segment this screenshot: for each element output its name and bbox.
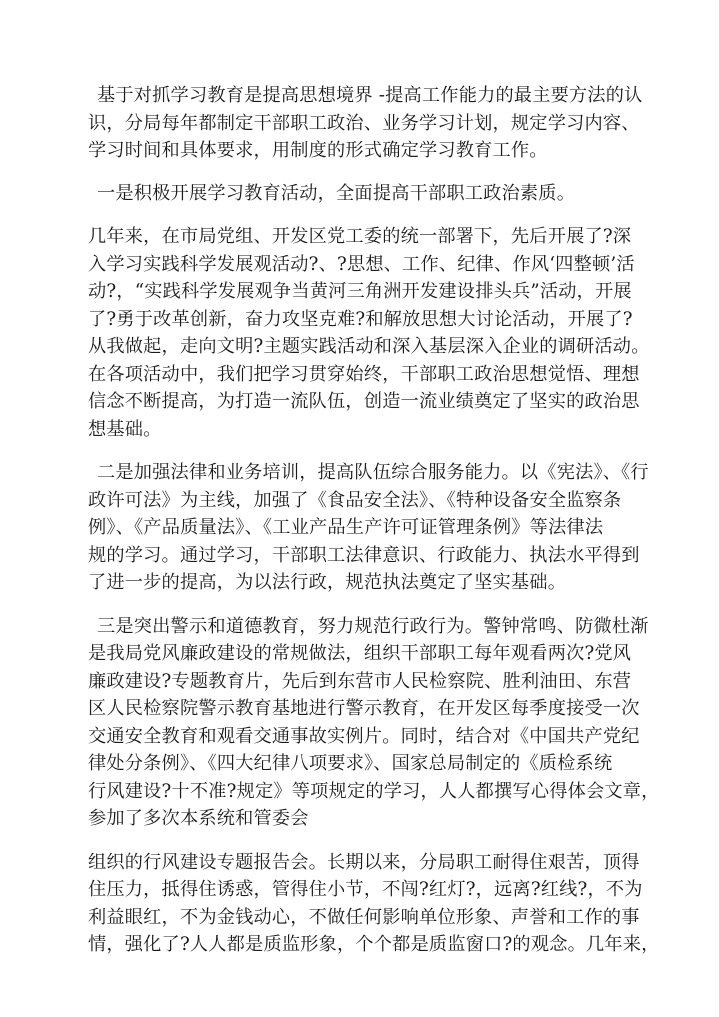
- paragraph-gap: [88, 443, 636, 459]
- paragraph-conduct-report: [88, 849, 660, 959]
- text-line: 律处分条例》、《四大纪律八项要求》、国家总局制定的《质检系统: [88, 753, 613, 774]
- paragraph-gap: [88, 833, 636, 849]
- document-body: [88, 82, 660, 959]
- text-line: 政许可法》为主线，加强了《食品安全法》、《特种设备安全监察条: [88, 489, 622, 511]
- text-line: 在各项活动中，我们把学习贯穿始终，干部职工政治思想觉悟、理想: [88, 363, 640, 385]
- text-line: 识，分局每年都制定干部职工政治、业务学习计划，规定学习内容、: [88, 112, 640, 134]
- paragraph-point-three-warning-education: [88, 613, 660, 833]
- text-line: 规的学习。通过学习，干部职工法律意识、行政能力、执法水平得到: [88, 544, 640, 566]
- text-line: 区人民检察院警示教育基地进行警示教育，在开发区每季度接受一次: [88, 698, 640, 719]
- text-line: 几年来，在市局党组、开发区党工委的统一部署下，先后开展了?深: [88, 226, 632, 247]
- paragraph-point-one-heading: [88, 180, 636, 208]
- paragraph-gap: [88, 165, 636, 180]
- text-line: 交通安全教育和观看交通事故实例片。同时，结合对《中国共产党纪: [88, 725, 640, 747]
- text-line: 了进一步的提高，为以法行政，规范执法奠定了坚实基础。: [88, 572, 567, 593]
- text-line: 廉政建设?专题教育片，先后到东营市人民检察院、胜利油田、东营: [88, 670, 632, 692]
- text-line: 入学习实践科学发展观活动?、?思想、工作、纪律、作风‘四整顿’活: [88, 253, 635, 275]
- paragraph-activities: [88, 223, 650, 443]
- text-line: 情，强化了?人人都是质监形象，个个都是质监窗口?的观念。几年来，: [88, 934, 660, 955]
- text-line: 基于对抓学习教育是提高思想境界 -提高工作能力的最主要方法的认: [97, 85, 643, 106]
- text-line: 三是突出警示和道德教育，努力规范行政行为。警钟常鸣、防微杜渐: [97, 615, 649, 637]
- text-line: 一是积极开展学习教育活动，全面提高干部职工政治素质。: [97, 182, 576, 204]
- paragraph-point-two-law-training: [88, 459, 649, 597]
- text-line: 住压力，抵得住诱惑，管得住小节，不闯?红灯?，远离?红线?，不为: [88, 879, 643, 900]
- text-line: 想基础。: [88, 418, 162, 440]
- text-line: 二是加强法律和业务培训，提高队伍综合服务能力。以《宪法》、《行: [97, 462, 649, 483]
- paragraph-study-system: [88, 82, 643, 165]
- text-line: 参加了多次本系统和管委会: [88, 808, 309, 829]
- text-line: 是我局党风廉政建设的常规做法，组织干部职工每年观看两次?党风: [88, 643, 632, 664]
- text-line: 信念不断提高，为打造一流队伍，创造一流业绩奠定了坚实的政治思: [88, 391, 640, 412]
- text-line: 行风建设?十不准?规定》等项规定的学习，人人都撰写心得体会文章，: [88, 780, 660, 802]
- text-line: 例》、《产品质量法》、《工业产品生产许可证管理条例》等法律法: [88, 517, 604, 538]
- text-line: 组织的行风建设专题报告会。长期以来，分局职工耐得住艰苦，顶得: [88, 851, 640, 873]
- text-line: 利益眼红，不为金钱动心，不做任何影响单位形象、声誉和工作的事: [88, 906, 640, 928]
- paragraph-gap: [88, 597, 636, 613]
- text-line: 学习时间和具体要求，用制度的形式确定学习教育工作。: [88, 140, 548, 161]
- paragraph-gap: [88, 207, 636, 223]
- text-line: 了?勇于改革创新，奋力攻坚克难?和解放思想大讨论活动，开展了?: [88, 308, 633, 330]
- text-line: 从我做起，走向文明?主题实践活动和深入基层深入企业的调研活动。: [88, 336, 650, 357]
- text-line: 动?，“实践科学发展观争当黄河三角洲开发建设排头兵”活动，开展: [88, 281, 632, 302]
